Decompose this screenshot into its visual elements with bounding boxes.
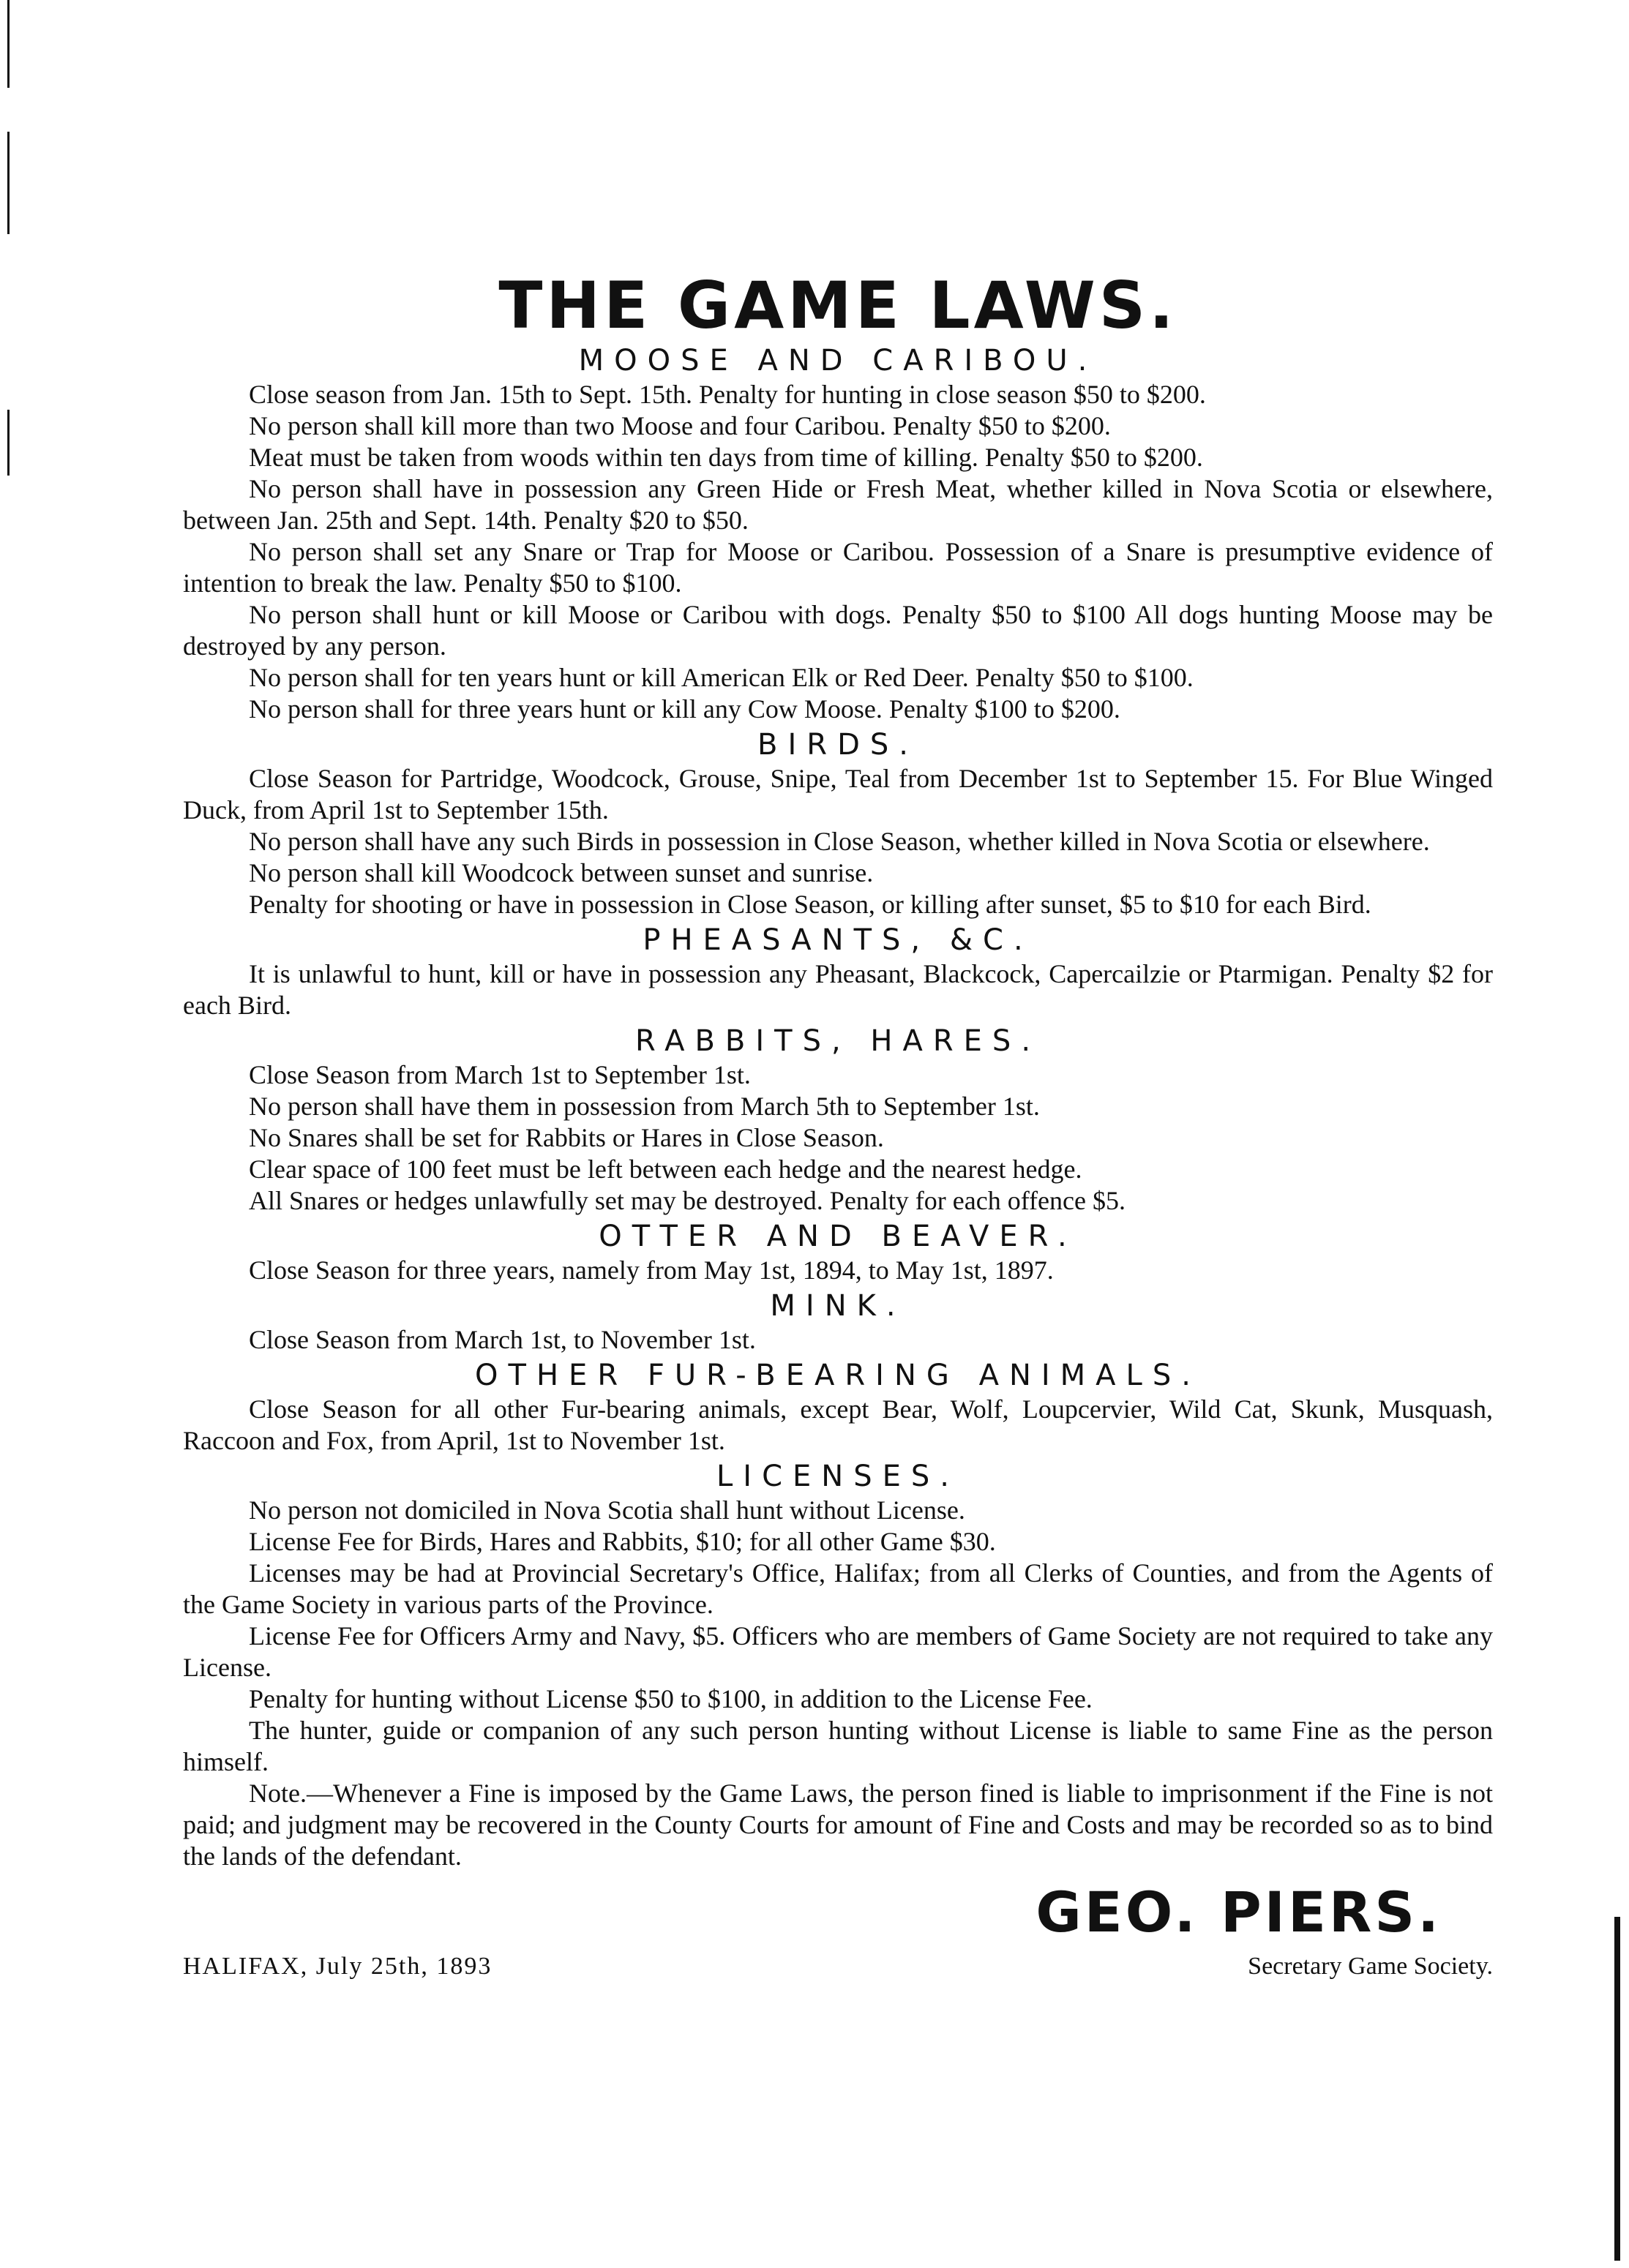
signature-name: GEO. PIERS.: [1036, 1880, 1442, 1945]
section-paragraph: Close season from Jan. 15th to Sept. 15th. Penalty for hunting in close season $50 to $200.: [249, 380, 1206, 409]
section-paragraph: Close Season from March 1st, to November 1st.: [249, 1325, 756, 1354]
section-paragraph: Clear space of 100 feet must be left between each hedge and the nearest hedge.: [249, 1154, 1082, 1184]
section-paragraph: Close Season for Partridge, Woodcock, Grouse, Snipe, Teal from December 1st to September 15. For Blue Winged Duck, from April 1st to September 15th.: [183, 764, 1493, 825]
section-heading: PHEASANTS, &C.: [643, 923, 1033, 957]
signature-title: Secretary Game Society.: [1248, 1953, 1493, 1980]
section-paragraph: No person not domiciled in Nova Scotia shall hunt without License.: [249, 1495, 965, 1525]
section-paragraph: It is unlawful to hunt, kill or have in possession any Pheasant, Blackcock, Capercailzie or Ptarmigan. Penalty $2 for each Bird.: [183, 959, 1493, 1020]
section-heading: BIRDS.: [757, 728, 918, 762]
section-paragraph: License Fee for Birds, Hares and Rabbits, $10; for all other Game $30.: [249, 1527, 996, 1556]
section-paragraph: Meat must be taken from woods within ten days from time of killing. Penalty $50 to $200.: [249, 443, 1203, 472]
section-paragraph: No Snares shall be set for Rabbits or Hares in Close Season.: [249, 1123, 884, 1152]
scan-edge-mark: [1614, 1917, 1620, 2261]
document-title: THE GAME LAWS.: [498, 268, 1177, 343]
section-paragraph: No person shall kill more than two Moose and four Caribou. Penalty $50 to $200.: [249, 411, 1111, 440]
section-paragraph: No person shall hunt or kill Moose or Caribou with dogs. Penalty $50 to $100 All dogs hunting Moose may be destroyed by any person.: [183, 600, 1493, 661]
section-heading: OTTER AND BEAVER.: [599, 1220, 1077, 1253]
notice-footer: [183, 1880, 1493, 2004]
section-paragraph: No person shall for three years hunt or kill any Cow Moose. Penalty $100 to $200.: [249, 694, 1120, 724]
section-heading: MOOSE AND CARIBOU.: [578, 344, 1098, 378]
section-paragraph: No person shall kill Woodcock between sunset and sunrise.: [249, 858, 874, 887]
section-paragraph: All Snares or hedges unlawfully set may be destroyed. Penalty for each offence $5.: [249, 1186, 1126, 1215]
section-paragraph: Close Season for all other Fur-bearing animals, except Bear, Wolf, Loupcervier, Wild Cat, Skunk, Musquash, Raccoon and Fox, from April, 1st to November 1st.: [183, 1394, 1493, 1455]
scan-edge-mark: [7, 132, 10, 234]
section-heading: OTHER FUR-BEARING ANIMALS.: [475, 1359, 1201, 1392]
section-paragraph: Close Season for three years, namely from May 1st, 1894, to May 1st, 1897.: [249, 1255, 1054, 1285]
section-paragraph: No person shall have in possession any Green Hide or Fresh Meat, whether killed in Nova Scotia or elsewhere, between Jan. 25th and Sept. 14th. Penalty $20 to $50.: [183, 474, 1493, 535]
section-paragraph: No person shall for ten years hunt or kill American Elk or Red Deer. Penalty $50 to $100.: [249, 663, 1194, 692]
sections-container: [183, 342, 1493, 1872]
section-paragraph: License Fee for Officers Army and Navy, $5. Officers who are members of Game Society are not required to take any License.: [183, 1621, 1493, 1682]
scan-edge-mark: [7, 0, 10, 88]
dateline: HALIFAX, July 25th, 1893: [183, 1953, 493, 1980]
section-paragraph: Close Season from March 1st to September 1st.: [249, 1060, 751, 1089]
section-paragraph: Licenses may be had at Provincial Secretary's Office, Halifax; from all Clerks of Counties, and from the Agents of the Game Society in various parts of the Province.: [183, 1558, 1493, 1619]
section-paragraph: The hunter, guide or companion of any such person hunting without License is liable to same Fine as the person himself.: [183, 1716, 1493, 1776]
section-heading: LICENSES.: [716, 1460, 959, 1493]
section-heading: MINK.: [770, 1289, 906, 1323]
section-paragraph: No person shall set any Snare or Trap for Moose or Caribou. Possession of a Snare is presumptive evidence of intention to break the law. Penalty $50 to $100.: [183, 537, 1493, 598]
section-paragraph: Penalty for hunting without License $50 to $100, in addition to the License Fee.: [249, 1684, 1093, 1713]
section-heading: RABBITS, HARES.: [634, 1024, 1041, 1058]
section-paragraph: Penalty for shooting or have in possession in Close Season, or killing after sunset, $5 to $10 for each Bird.: [249, 890, 1371, 919]
section-paragraph: No person shall have them in possession from March 5th to September 1st.: [249, 1092, 1040, 1121]
scan-edge-mark: [7, 410, 10, 476]
game-laws-notice: [183, 268, 1493, 2004]
section-paragraph: Note.—Whenever a Fine is imposed by the Game Laws, the person fined is liable to imprisonment if the Fine is not paid; and judgment may be recovered in the County Courts for amount of Fine and Costs and may be recorded so as to bind the lands of the defendant.: [183, 1779, 1493, 1871]
section-paragraph: No person shall have any such Birds in possession in Close Season, whether killed in Nova Scotia or elsewhere.: [249, 827, 1430, 856]
